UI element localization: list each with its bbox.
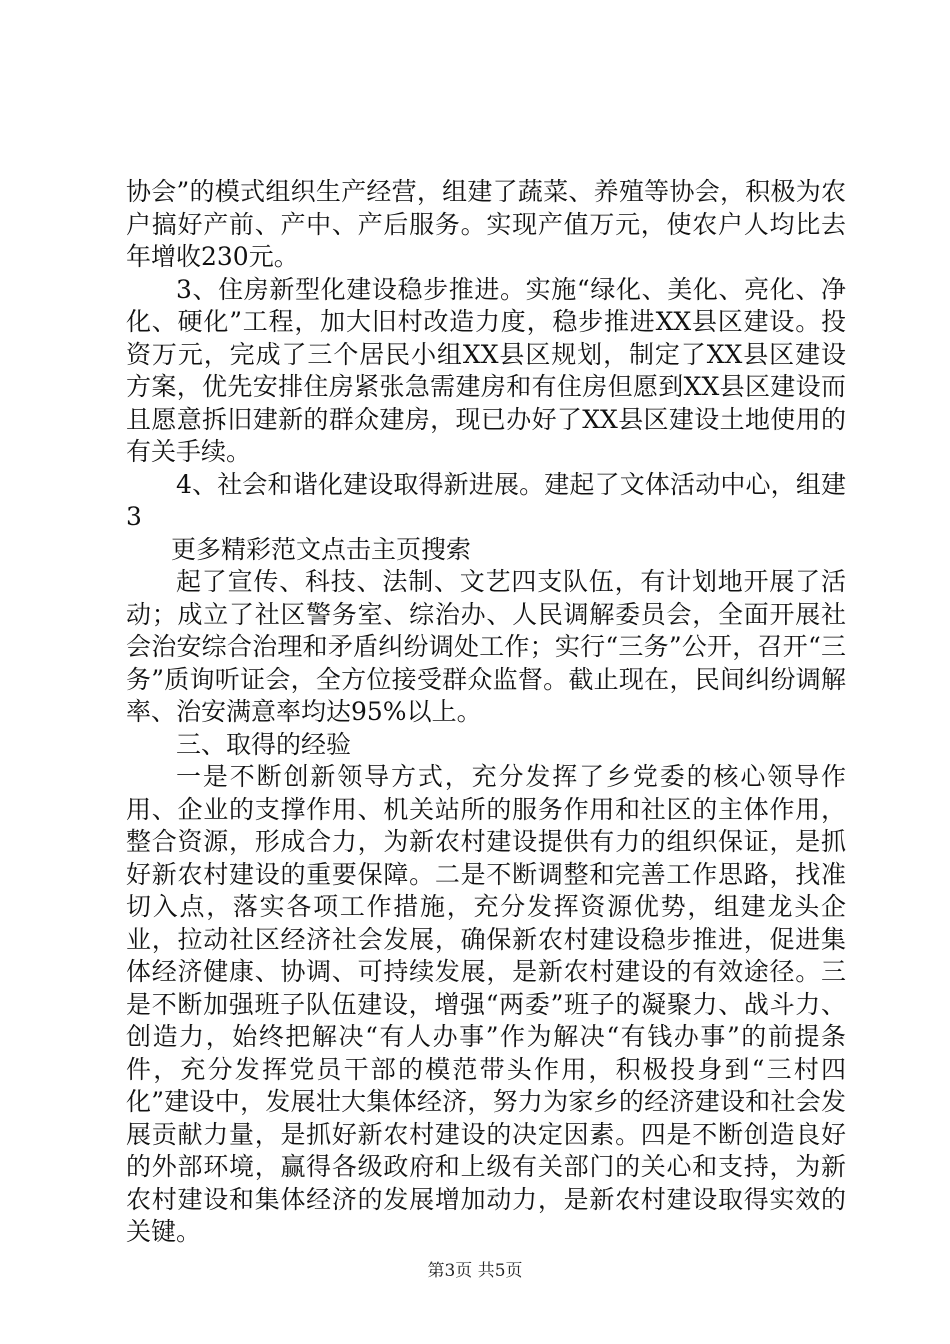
section-heading-experience: 三、取得的经验 [176, 729, 352, 759]
paragraph-cooperative-services: 协会”的模式组织生产经营，组建了蔬菜、养殖等协会，积极为农户搞好产前、产中、产后服务。实现产值万元，使农户人均比去年增收230元。 [126, 177, 846, 271]
paragraph-teams-and-supervision: 起了宣传、科技、法制、文艺四支队伍，有计划地开展了活动；成立了社区警务室、综治办、人民调解委员会，全面开展社会治安综合治理和矛盾纠纷调处工作；实行“三务”公开，召开“三务”质询听证会，全方位接受群众监督。截止现在，民间纠纷调解率、治安满意率均达95%以上。 [126, 567, 846, 726]
promo-link-text[interactable]: 更多精彩范文点击主页搜索 [171, 534, 472, 564]
paragraph-experience-summary: 一是不断创新领导方式，充分发挥了乡党委的核心领导作用、企业的支撑作用、机关站所的服务作用和社区的主体作用，整合资源，形成合力，为新农村建设提供有力的组织保证，是抓好新农村建设的重要保障。二是不断调整和完善工作思路，找准切入点，落实各项工作措施，充分发挥资源优势，组建龙头企业，拉动社区经济社会发展，确保新农村建设稳步推进，促进集体经济健康、协调、可持续发展，是新农村建设的有效途径。三是不断加强班子队伍建设，增强“两委”班子的凝聚力、战斗力、创造力，始终把解决“有人办事”作为解决“有钱办事”的前提条件，充分发挥党员干部的模范带头作用，积极投身到“三村四化”建设中，发展壮大集体经济，努力为家乡的经济建设和社会发展贡献力量，是抓好新农村建设的决定因素。四是不断创造良好的外部环境，赢得各级政府和上级有关部门的关心和支持，为新农村建设和集体经济的发展增加动力，是新农村建设取得实效的关键。 [126, 762, 846, 1246]
page-number-footer: 第3页 共5页 [427, 1261, 523, 1281]
paragraph-housing-construction: 3、住房新型化建设稳步推进。实施“绿化、美化、亮化、净化、硬化”工程，加大旧村改造力度，稳步推进XX县区建设。投资万元，完成了三个居民小组XX县区规划，制定了XX县区建设方案，优先安排住房紧张急需建房和有住房但愿到XX县区建设而且愿意拆旧建新的群众建房，现已办好了XX县区建设土地使用的有关手续。 [126, 274, 846, 466]
document-body [126, 176, 846, 1249]
paragraph-social-harmony: 4、社会和谐化建设取得新进展。建起了文体活动中心，组建3 [126, 469, 846, 531]
